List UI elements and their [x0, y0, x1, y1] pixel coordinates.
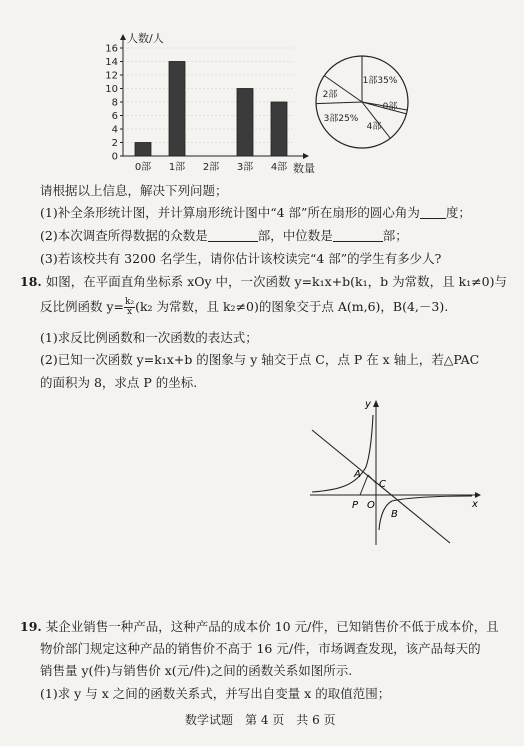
q18-part1: (1)求反比例函数和一次函数的表达式；: [40, 330, 258, 345]
q19-part1: (1)求 y 与 x 之间的函数关系式，并写出自变量 x 的取值范围；: [40, 686, 391, 701]
label-O: O: [367, 500, 375, 511]
page-footer: 数学试题 第 4 页 共 6 页: [185, 713, 336, 727]
label-B: B: [391, 509, 398, 520]
segment-AC: [368, 475, 376, 483]
q19-line2: 物价部门规定这种产品的销售价不高于 16 元/件，市场调查发现，该产品每天的: [40, 641, 481, 656]
bar-y-tick-label: 16: [105, 43, 118, 55]
bar-x-title: 数量: [293, 162, 315, 175]
bar-y-tick-label: 8: [111, 97, 118, 109]
q18-number: 18.: [20, 274, 42, 289]
y-axis-arrow: [373, 400, 379, 407]
q17-intro: 请根据以上信息，解决下列问题；: [40, 183, 228, 198]
bar-category-label: 1部: [168, 162, 186, 173]
bar-category-label: 0部: [134, 162, 152, 173]
pie-label: 1部35%: [362, 76, 398, 86]
q18-line1: 18. 如图，在平面直角坐标系 xOy 中，一次函数 y=k₁x+b(k₁，b 为常数，且 k₁≠0)与: [20, 274, 507, 289]
pie-label: 4部: [366, 122, 382, 132]
bar-y-tick-label: 4: [111, 124, 118, 136]
bar-y-tick-label: 14: [105, 57, 118, 68]
q17-part2: (2)本次调查所得数据的众数是 部，中位数是 部；: [40, 228, 408, 243]
x-axis-arrow: [475, 492, 481, 498]
bar-y-title: 人数/人: [127, 32, 164, 45]
bar-4: [271, 102, 287, 156]
bar-chart: [95, 28, 330, 178]
hyperbola-upper-branch: [312, 415, 373, 492]
q19-line3: 销售量 y(件)与销售价 x(元/件)之间的函数关系如图所示.: [40, 663, 353, 678]
q18-line2: 反比例函数 y= $\frac{\text{k₂}}{x}$ (k₂ 为常数，且 k₂≠0)的图象交于点 A(m,6)，B(4,－3).: [40, 297, 449, 317]
function-graph: [300, 395, 485, 555]
label-y: y: [365, 399, 371, 410]
q17-part3: (3)若该校共有 3200 名学生，请你估计该校读完“4 部”的学生有多少人?: [40, 251, 442, 266]
q18-part2-line2: 的面积为 8，求点 P 的坐标.: [40, 375, 198, 390]
bar-3: [237, 89, 253, 157]
pie-label: 2部: [322, 90, 338, 100]
bar-category-label: 3部: [236, 162, 254, 173]
bar-y-tick-label: 12: [105, 70, 118, 82]
bar-1: [169, 62, 185, 157]
pie-label: 0部: [382, 102, 398, 112]
bar-0: [135, 143, 151, 157]
bar-y-axis-arrow: [120, 34, 126, 40]
q19-number: 19.: [20, 619, 42, 634]
label-A: A: [354, 469, 361, 480]
pie-chart: [312, 52, 412, 152]
label-x: x: [472, 499, 478, 510]
pie-divider: [316, 102, 362, 104]
bar-category-label: 4部: [270, 162, 288, 173]
bar-category-label: 2部: [202, 162, 220, 173]
bar-y-tick-label: 6: [111, 111, 118, 122]
bar-y-tick-label: 0: [111, 151, 118, 163]
segment-PA: [360, 475, 368, 495]
label-C: C: [379, 479, 386, 490]
bar-y-tick-label: 2: [111, 138, 118, 149]
bar-y-tick-label: 10: [105, 84, 118, 95]
pie-label: 3部25%: [323, 114, 359, 124]
label-P: P: [352, 500, 359, 511]
q19-line1: 19. 某企业销售一种产品，这种产品的成本价 10 元/件，已知销售价不低于成本价，且: [20, 619, 499, 634]
q17-part1: (1)补全条形统计图，并计算扇形统计图中“4 部”所在扇形的圆心角为 度；: [40, 205, 471, 220]
fraction-k2-over-x: $\frac{\text{k₂}}{x}$: [125, 297, 135, 317]
q18-part2-line1: (2)已知一次函数 y=k₁x+b 的图象与 y 轴交于点 C，点 P 在 x 轴上，若△PAC: [40, 352, 480, 367]
bar-x-axis-arrow: [303, 153, 309, 159]
